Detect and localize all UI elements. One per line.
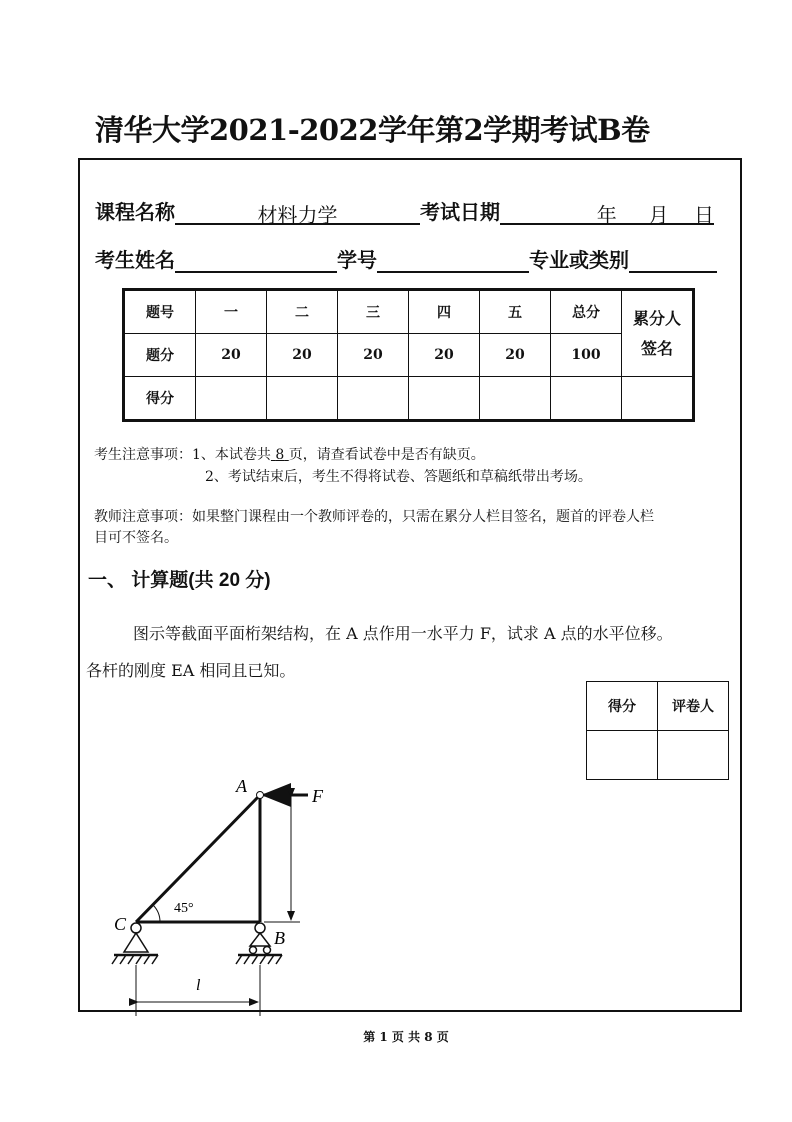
- points-cell: 100: [551, 334, 622, 377]
- date-label: 考试日期: [420, 200, 500, 224]
- points-cell: 20: [267, 334, 338, 377]
- points-cell: 20: [196, 334, 267, 377]
- points-cell: 20: [409, 334, 480, 377]
- teacher-note-2: 目可不签名。: [94, 530, 178, 546]
- length-label: l: [196, 977, 201, 994]
- question-header: 总分: [551, 290, 622, 334]
- day-label: 日: [694, 203, 714, 227]
- exam-title: 清华大学2021-2022学年第2学期考试B卷: [95, 113, 650, 147]
- label-b: B: [274, 928, 285, 948]
- problem-line-2: 各杆的刚度 EA 相同且已知。: [86, 661, 296, 680]
- page-count: 8: [275, 447, 285, 463]
- section-title: 一、 计算题(共 20 分): [88, 570, 271, 591]
- page-footer: 第 1 页 共 8 页: [363, 1030, 449, 1044]
- label-f: F: [312, 786, 323, 806]
- joint-a: [257, 792, 264, 799]
- course-field[interactable]: 材料力学: [175, 199, 420, 225]
- label-a: A: [236, 776, 247, 796]
- major-label: 专业或类别: [529, 248, 629, 272]
- signer-line2: 签名: [640, 338, 673, 358]
- height-dimension: [264, 795, 300, 922]
- row-label: 得分: [124, 377, 196, 421]
- angle-label: 45°: [174, 901, 194, 916]
- points-cell: 20: [338, 334, 409, 377]
- signer-line1: 累分人: [632, 308, 681, 328]
- id-label: 学号: [337, 248, 377, 272]
- student-note-2: 2、考试结束后，考生不得将试卷、答题纸和草稿纸带出考场。: [205, 469, 592, 485]
- question-header: 二: [267, 290, 338, 334]
- grader-label: 评卷人: [658, 682, 729, 731]
- points-cell: 20: [480, 334, 551, 377]
- student-note-label: 考生注意事项：: [94, 447, 192, 463]
- grader-score-label: 得分: [587, 682, 658, 731]
- name-label: 考生姓名: [95, 248, 175, 272]
- truss-members: [136, 795, 260, 922]
- question-header: 一: [196, 290, 267, 334]
- note-text: 1、本试卷共: [192, 447, 271, 463]
- month-label: 月: [648, 203, 669, 227]
- angle-arc: [153, 905, 160, 922]
- label-c: C: [114, 914, 127, 934]
- row-label: 题号: [124, 290, 196, 334]
- row-label: 题分: [124, 334, 196, 377]
- problem-line-1: 图示等截面平面桁架结构，在 A 点作用一水平力 F，试求 A 点的水平位移。: [133, 624, 673, 643]
- note-text: 页，请查看试卷中是否有缺页。: [288, 447, 485, 463]
- question-header: 三: [338, 290, 409, 334]
- question-header: 五: [480, 290, 551, 334]
- teacher-note: 教师注意事项：如果整门课程由一个教师评卷的，只需在累分人栏目签名，题首的评卷人栏: [94, 509, 654, 525]
- course-label: 课程名称: [95, 200, 175, 224]
- year-label: 年: [596, 203, 617, 227]
- question-header: 四: [409, 290, 480, 334]
